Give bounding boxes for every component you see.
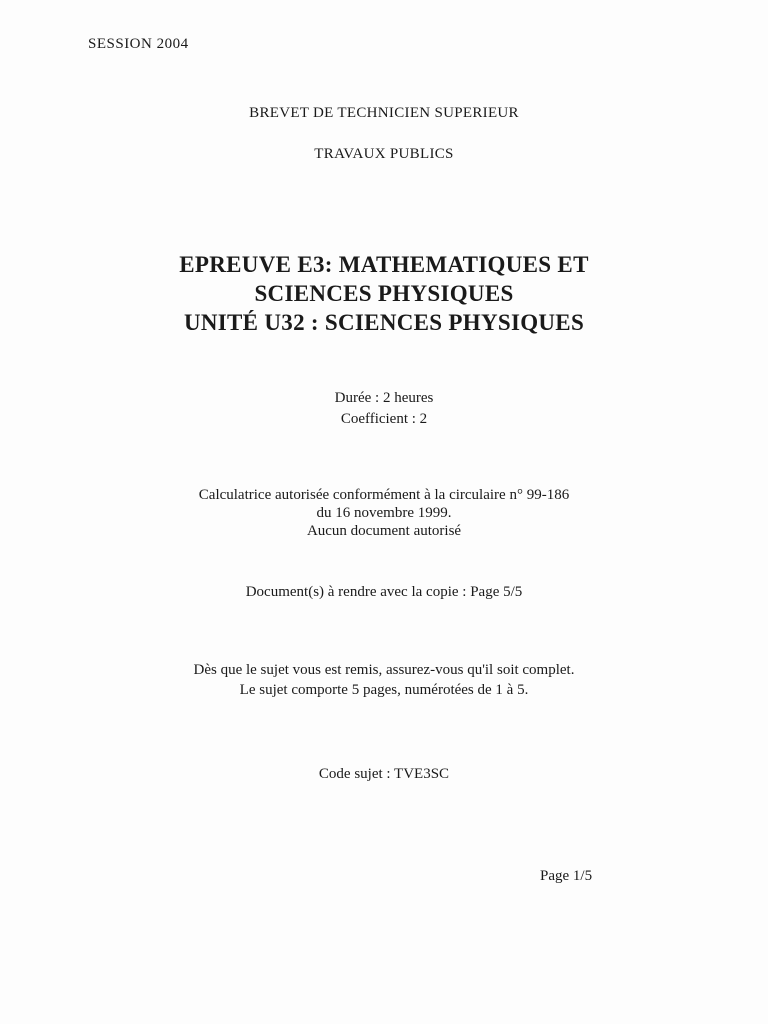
completeness-notice [0,660,768,700]
exam-title-line-1: EPREUVE E3: MATHEMATIQUES ET [179,252,589,277]
exam-rules [0,486,768,540]
exam-info [0,388,768,430]
exam-title-line-3: UNITÉ U32 : SCIENCES PHYSIQUES [183,310,585,335]
exam-title [0,250,768,337]
circular-date: du 16 novembre 1999. [316,505,452,521]
documents-to-return: Document(s) à rendre avec la copie : Page 5/5 [245,584,523,600]
session-label: SESSION 2004 [88,36,189,52]
specialty-title: TRAVAUX PUBLICS [314,146,454,162]
no-document-rule: Aucun document autorisé [306,523,462,539]
diploma-title: BREVET DE TECHNICIEN SUPERIEUR [249,105,519,121]
completeness-line-1: Dès que le sujet vous est remis, assurez-vous qu'il soit complet. [193,662,575,678]
subject-code: Code sujet : TVE3SC [318,766,450,782]
coefficient-text: Coefficient : 2 [340,411,428,427]
duration-text: Durée : 2 heures [334,390,434,406]
exam-title-line-2: SCIENCES PHYSIQUES [254,281,514,306]
calculator-rule: Calculatrice autorisée conformément à la circulaire n° 99-186 [198,487,570,503]
completeness-line-2: Le sujet comporte 5 pages, numérotées de 1 à 5. [239,682,529,698]
page-number: Page 1/5 [540,868,593,884]
